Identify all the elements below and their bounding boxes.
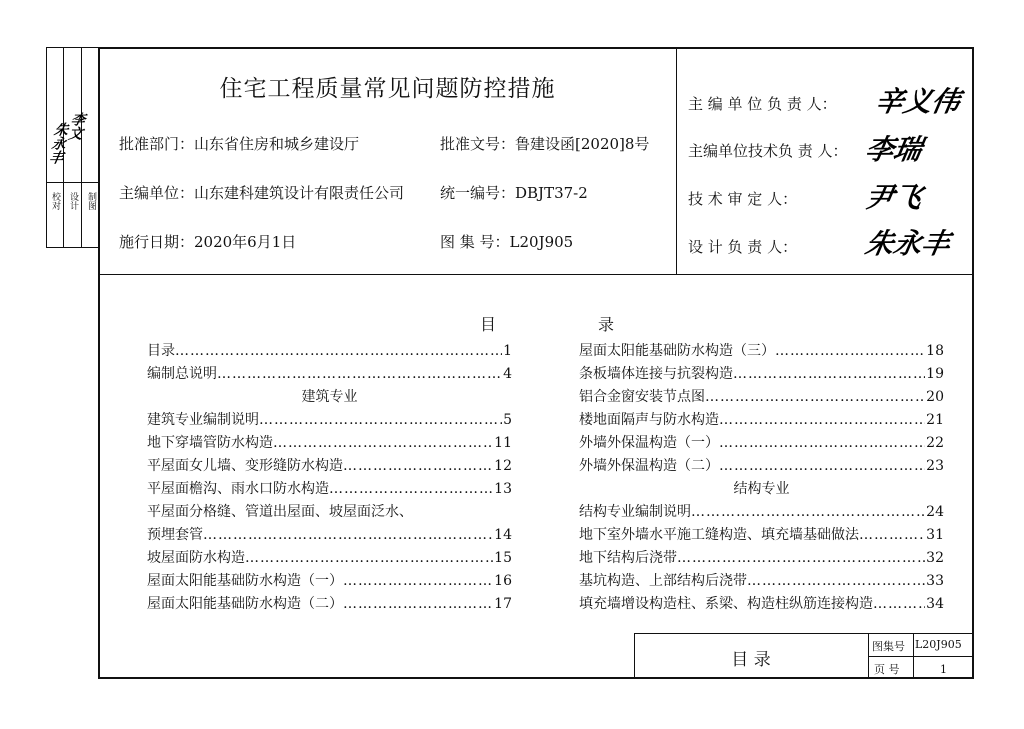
toc-right-column [579,340,944,616]
toc-leader-dots [719,455,925,478]
toc-leader-dots [329,478,493,501]
toc-entry[interactable] [147,455,512,478]
toc-leader-dots [245,547,493,570]
toc-entry-title: 屋面太阳能基础防水构造（一） [147,573,343,589]
toc-entry[interactable] [579,547,944,570]
toc-entry-title: 平屋面分格缝、管道出屋面、坡屋面泛水、 [147,504,413,520]
toc-entry-page: 11 [494,435,512,451]
toc-entry[interactable] [147,478,512,501]
toc-entry[interactable] [579,455,944,478]
editor-unit: 主编单位：山东建科建筑设计有限责任公司 [119,184,405,202]
effective-date: 施行日期：2020年6月1日 [119,233,297,251]
toc-entry[interactable] [147,501,512,524]
stamp-signature-1: 朱永丰 [46,122,70,164]
stamp-signature-2: 李文 [65,112,87,140]
toc-entry[interactable] [147,432,512,455]
toc-entry-page: 33 [926,573,944,589]
toc-leader-dots [719,409,925,432]
toc-leader-dots [343,570,493,593]
toc-entry-page: 20 [926,389,944,405]
header-divider [676,47,677,275]
toc-leader-dots [175,340,502,363]
toc-leader-dots [775,340,925,363]
toc-entry[interactable] [579,363,944,386]
toc-entry-page: 31 [926,527,944,543]
toc-leader-dots [273,432,493,455]
stamp-label-design: 设计 [68,192,78,210]
signature-chief-unit: 辛义伟 [872,85,963,118]
toc-entry-page: 18 [926,343,944,359]
toc-entry-title: 基坑构造、上部结构后浇带 [579,573,747,589]
toc-section-heading: 结构专业 [733,481,790,497]
toc-leader-dots [859,524,925,547]
side-stamp [46,47,98,247]
toc-entry-title: 地下结构后浇带 [579,550,677,566]
sig-label-design-lead: 设 计 负 责 人： [688,238,798,256]
toc-entry-title: 铝合金窗安装节点图 [579,389,705,405]
toc-entry-title: 平屋面檐沟、雨水口防水构造 [147,481,329,497]
toc-entry-page: 14 [494,527,512,543]
toc-entry-title: 建筑专业编制说明 [147,412,259,428]
signature-design-lead: 朱永丰 [862,227,953,260]
toc-entry[interactable] [147,340,512,363]
toc-entry-page: 32 [926,550,944,566]
toc-heading-left: 目 [480,315,497,334]
stamp-label-draw: 制图 [86,192,96,210]
sig-label-chief-unit: 主 编 单 位 负 责 人： [688,95,837,113]
toc-section-heading: 建筑专业 [301,389,358,405]
toc-leader-dots [747,570,925,593]
toc-entry-title: 楼地面隔声与防水构造 [579,412,719,428]
toc-entry[interactable] [579,501,944,524]
approval-doc: 批准文号：鲁建设函[2020]8号 [440,135,650,153]
toc-entry[interactable] [147,593,512,616]
toc-entry-title: 屋面太阳能基础防水构造（三） [579,343,775,359]
title-block-top [634,633,974,634]
toc-entry-title: 编制总说明 [147,366,217,382]
toc-entry-page: 15 [494,550,512,566]
toc-entry-page: 1 [503,343,512,359]
toc-entry-page: 16 [494,573,512,589]
unified-number: 统一编号：DBJT37-2 [440,184,588,202]
toc-entry-title: 条板墙体连接与抗裂构造 [579,366,733,382]
toc-left-column [147,340,512,616]
toc-entry-page: 21 [926,412,944,428]
header-bottom-rule [98,274,974,275]
toc-entry-title: 目录 [147,343,175,359]
toc-entry-page: 5 [503,412,512,428]
toc-entry-page: 12 [494,458,512,474]
toc-entry[interactable] [579,409,944,432]
toc-entry-title: 结构专业编制说明 [579,504,691,520]
stamp-label-check: 校对 [50,192,60,210]
document-title: 住宅工程质量常见问题防控措施 [219,76,556,102]
toc-entry-page: 24 [926,504,944,520]
toc-entry-title: 填充墙增设构造柱、系梁、构造柱纵筋连接构造 [579,596,873,612]
toc-leader-dots [203,524,493,547]
toc-entry[interactable] [579,593,944,616]
toc-entry-title: 屋面太阳能基础防水构造（二） [147,596,343,612]
title-block-name: 目 录 [731,650,771,670]
toc-leader-dots [873,593,925,616]
toc-entry[interactable] [579,386,944,409]
toc-entry-title: 预埋套管 [147,527,203,543]
toc-entry-page: 22 [926,435,944,451]
toc-entry-page: 19 [926,366,944,382]
toc-entry-page: 23 [926,458,944,474]
toc-entry-page: 4 [503,366,512,382]
toc-entry[interactable] [579,340,944,363]
signature-reviewer: 尹飞 [862,181,925,214]
toc-entry[interactable] [579,432,944,455]
title-block-atlas-label: 图集号 [872,640,905,653]
toc-entry-title: 地下室外墙水平施工缝构造、填充墙基础做法 [579,527,859,543]
toc-entry-title: 外墙外保温构造（一） [579,435,719,451]
signature-tech-chief: 李瑞 [862,133,925,166]
toc-entry-page: 17 [494,596,512,612]
toc-entry[interactable] [147,409,512,432]
toc-entry-title: 坡屋面防水构造 [147,550,245,566]
toc-leader-dots [217,363,502,386]
toc-leader-dots [705,386,925,409]
toc-leader-dots [343,455,493,478]
toc-entry-page: 13 [494,481,512,497]
toc-entry-title: 外墙外保温构造（二） [579,458,719,474]
toc-leader-dots [343,593,493,616]
toc-entry-title: 地下穿墙管防水构造 [147,435,273,451]
toc-entry-page: 34 [926,596,944,612]
toc-entry[interactable] [147,547,512,570]
toc-leader-dots [691,501,925,524]
title-block-atlas-value: L20J905 [915,638,962,651]
title-block-page-value: 1 [940,663,947,676]
toc-entry[interactable] [579,570,944,593]
sig-label-tech-chief: 主编单位技术负 责 人： [688,142,848,160]
toc-leader-dots [259,409,502,432]
toc-entry[interactable] [147,570,512,593]
toc-heading-right: 录 [598,315,615,334]
toc-entry-title: 平屋面女儿墙、变形缝防水构造 [147,458,343,474]
sig-label-reviewer: 技 术 审 定 人： [688,190,798,208]
atlas-number: 图 集 号：L20J905 [440,233,574,251]
toc-entry[interactable] [579,524,944,547]
toc-leader-dots [733,363,925,386]
toc-leader-dots [719,432,925,455]
approval-dept: 批准部门：山东省住房和城乡建设厅 [119,135,360,153]
toc-leader-dots [677,547,925,570]
toc-entry[interactable] [147,524,512,547]
title-block-page-label: 页 号 [874,663,900,676]
toc-entry[interactable] [147,363,512,386]
